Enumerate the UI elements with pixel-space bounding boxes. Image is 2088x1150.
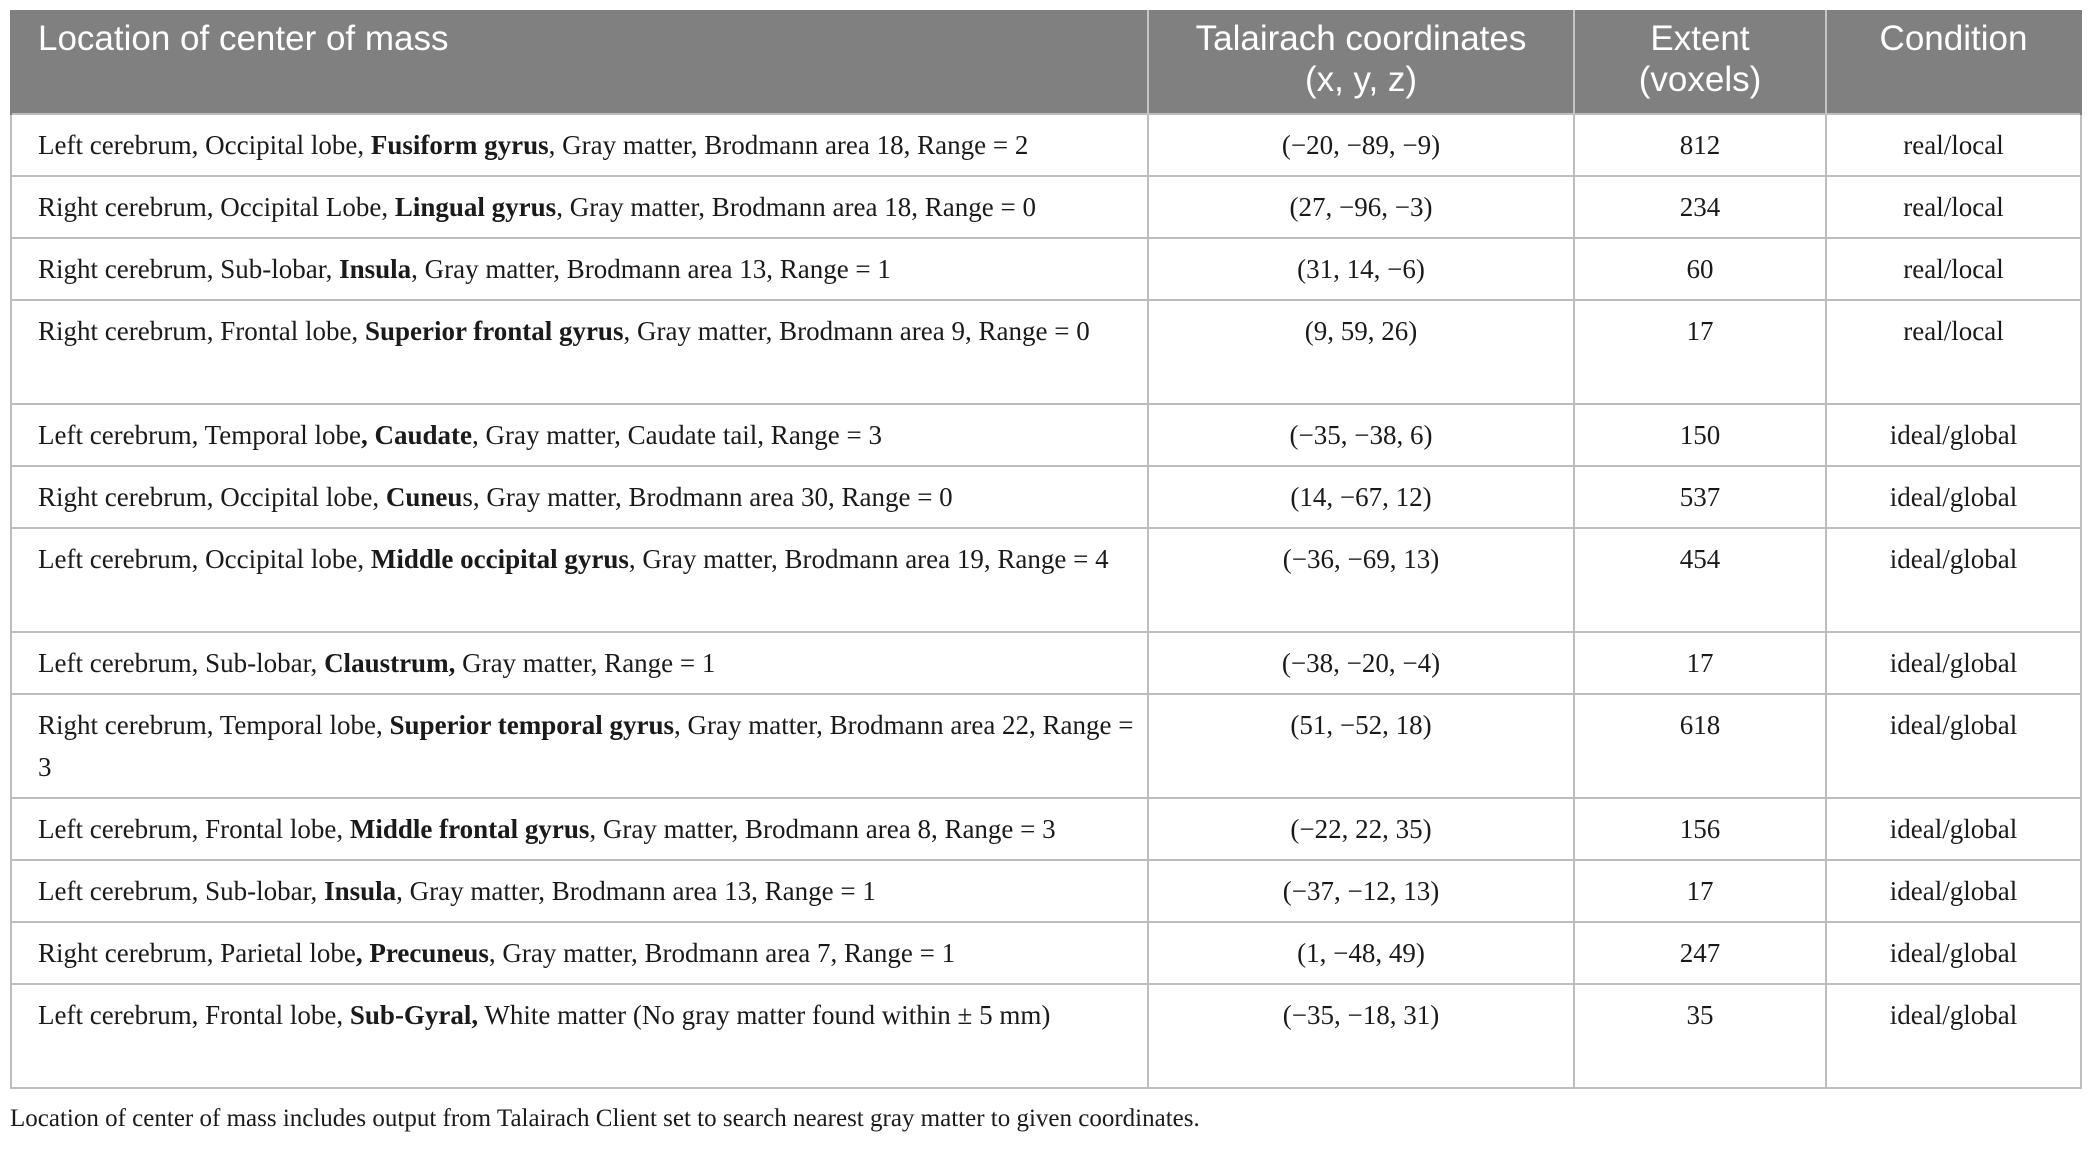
- location-text: Right cerebrum, Frontal lobe,: [38, 316, 365, 346]
- table-row: [11, 528, 2081, 632]
- cell-extent: 156: [1574, 798, 1826, 860]
- cell-location: [11, 922, 1148, 984]
- location-text: Right cerebrum, Temporal lobe,: [38, 710, 390, 740]
- header-line: (voxels): [1638, 60, 1762, 99]
- header-location: Location of center of mass: [11, 10, 1148, 114]
- region-name: Middle frontal gyrus: [349, 814, 590, 844]
- region-name: Superior temporal gyrus: [389, 710, 675, 740]
- table-row: [11, 238, 2081, 300]
- cell-coordinates: (−38, −20, −4): [1148, 632, 1574, 694]
- location-text: Left cerebrum, Frontal lobe,: [38, 1000, 350, 1030]
- location-detail: , Gray matter, Caudate tail, Range = 3: [472, 420, 883, 450]
- cell-coordinates: (9, 59, 26): [1148, 300, 1574, 404]
- table-row: [11, 114, 2081, 176]
- header-line: Extent: [1650, 19, 1750, 58]
- region-name: , Caudate: [360, 420, 472, 450]
- location-detail: , Gray matter, Brodmann area 9, Range = 0: [623, 316, 1090, 346]
- cell-condition: real/local: [1826, 238, 2081, 300]
- cell-coordinates: (−35, −38, 6): [1148, 404, 1574, 466]
- region-name: Fusiform gyrus: [370, 130, 549, 160]
- table-container: [10, 10, 2080, 1134]
- cell-location: [11, 300, 1148, 404]
- location-text: Left cerebrum, Temporal lobe: [38, 420, 361, 450]
- cell-coordinates: (−37, −12, 13): [1148, 860, 1574, 922]
- location-detail: , Gray matter, Brodmann area 18, Range = 2: [548, 130, 1029, 160]
- cell-coordinates: (31, 14, −6): [1148, 238, 1574, 300]
- cell-coordinates: (−20, −89, −9): [1148, 114, 1574, 176]
- cell-extent: 454: [1574, 528, 1826, 632]
- cell-location: [11, 176, 1148, 238]
- location-detail: Gray matter, Range = 1: [455, 648, 716, 678]
- cell-extent: 618: [1574, 694, 1826, 798]
- cell-extent: 17: [1574, 300, 1826, 404]
- cell-location: [11, 404, 1148, 466]
- cell-coordinates: (27, −96, −3): [1148, 176, 1574, 238]
- cell-location: [11, 984, 1148, 1088]
- location-text: Left cerebrum, Sub-lobar,: [38, 648, 325, 678]
- table-row: [11, 176, 2081, 238]
- location-detail: , Gray matter, Brodmann area 8, Range = 3: [589, 814, 1056, 844]
- results-table: [10, 10, 2082, 1089]
- header-extent: [1574, 10, 1826, 114]
- cell-location: [11, 238, 1148, 300]
- location-detail: , Gray matter, Brodmann area 7, Range = 1: [488, 938, 956, 968]
- location-detail: , Gray matter, Brodmann area 22, Range = 3: [38, 710, 1134, 782]
- cell-condition: ideal/global: [1826, 798, 2081, 860]
- table-body: [11, 114, 2081, 1088]
- cell-condition: ideal/global: [1826, 984, 2081, 1088]
- cell-location: [11, 694, 1148, 798]
- location-detail: s, Gray matter, Brodmann area 30, Range = 0: [462, 482, 953, 512]
- cell-condition: ideal/global: [1826, 528, 2081, 632]
- location-text: Right cerebrum, Sub-lobar,: [38, 254, 340, 284]
- cell-coordinates: (1, −48, 49): [1148, 922, 1574, 984]
- header-coordinates: [1148, 10, 1574, 114]
- table-row: [11, 860, 2081, 922]
- cell-condition: ideal/global: [1826, 632, 2081, 694]
- cell-location: [11, 114, 1148, 176]
- header-row: [11, 10, 2081, 114]
- location-text: Right cerebrum, Parietal lobe: [38, 938, 356, 968]
- location-detail: , Gray matter, Brodmann area 13, Range = 1: [396, 876, 876, 906]
- cell-condition: real/local: [1826, 114, 2081, 176]
- location-detail: White matter (No gray matter found within ± 5 mm): [478, 1000, 1051, 1030]
- cell-location: [11, 466, 1148, 528]
- location-text: Left cerebrum, Occipital lobe,: [38, 130, 371, 160]
- table-footnote: Location of center of mass includes output from Talairach Client set to search nearest gray matter to given coordinates.: [10, 1105, 1200, 1132]
- region-name: Insula: [339, 254, 412, 284]
- table-row: [11, 300, 2081, 404]
- region-name: Superior frontal gyrus: [364, 316, 624, 346]
- cell-extent: 35: [1574, 984, 1826, 1088]
- cell-condition: ideal/global: [1826, 694, 2081, 798]
- table-row: [11, 694, 2081, 798]
- cell-extent: 247: [1574, 922, 1826, 984]
- cell-location: [11, 632, 1148, 694]
- location-detail: , Gray matter, Brodmann area 13, Range = 1: [411, 254, 891, 284]
- cell-extent: 60: [1574, 238, 1826, 300]
- cell-condition: ideal/global: [1826, 922, 2081, 984]
- table-row: [11, 632, 2081, 694]
- table-row: [11, 798, 2081, 860]
- table-row: [11, 922, 2081, 984]
- cell-coordinates: (51, −52, 18): [1148, 694, 1574, 798]
- cell-coordinates: (14, −67, 12): [1148, 466, 1574, 528]
- region-name: Middle occipital gyrus: [370, 544, 629, 574]
- region-name: Lingual gyrus: [394, 192, 557, 222]
- location-text: Right cerebrum, Occipital Lobe,: [38, 192, 395, 222]
- region-name: Sub-Gyral,: [349, 1000, 479, 1030]
- table-row: [11, 466, 2081, 528]
- cell-condition: ideal/global: [1826, 404, 2081, 466]
- cell-location: [11, 798, 1148, 860]
- location-detail: , Gray matter, Brodmann area 18, Range = 0: [556, 192, 1036, 222]
- cell-extent: 17: [1574, 632, 1826, 694]
- cell-extent: 234: [1574, 176, 1826, 238]
- cell-location: [11, 860, 1148, 922]
- region-name: Claustrum,: [324, 648, 456, 678]
- location-detail: , Gray matter, Brodmann area 19, Range = 4: [628, 544, 1109, 574]
- table-row: [11, 404, 2081, 466]
- cell-condition: ideal/global: [1826, 466, 2081, 528]
- location-text: Left cerebrum, Sub-lobar,: [38, 876, 325, 906]
- cell-extent: 150: [1574, 404, 1826, 466]
- cell-condition: real/local: [1826, 176, 2081, 238]
- cell-extent: 812: [1574, 114, 1826, 176]
- table-row: [11, 984, 2081, 1088]
- location-text: Left cerebrum, Occipital lobe,: [38, 544, 371, 574]
- cell-condition: real/local: [1826, 300, 2081, 404]
- header-line: Talairach coordinates: [1195, 19, 1527, 58]
- region-name: , Precuneus: [355, 938, 489, 968]
- cell-condition: ideal/global: [1826, 860, 2081, 922]
- header-line: (x, y, z): [1304, 60, 1418, 99]
- cell-location: [11, 528, 1148, 632]
- cell-coordinates: (−36, −69, 13): [1148, 528, 1574, 632]
- location-text: Right cerebrum, Occipital lobe,: [38, 482, 386, 512]
- header-condition: Condition: [1826, 10, 2081, 114]
- location-text: Left cerebrum, Frontal lobe,: [38, 814, 350, 844]
- cell-coordinates: (−35, −18, 31): [1148, 984, 1574, 1088]
- cell-extent: 537: [1574, 466, 1826, 528]
- region-name: Cuneu: [385, 482, 463, 512]
- region-name: Insula: [324, 876, 397, 906]
- cell-extent: 17: [1574, 860, 1826, 922]
- cell-coordinates: (−22, 22, 35): [1148, 798, 1574, 860]
